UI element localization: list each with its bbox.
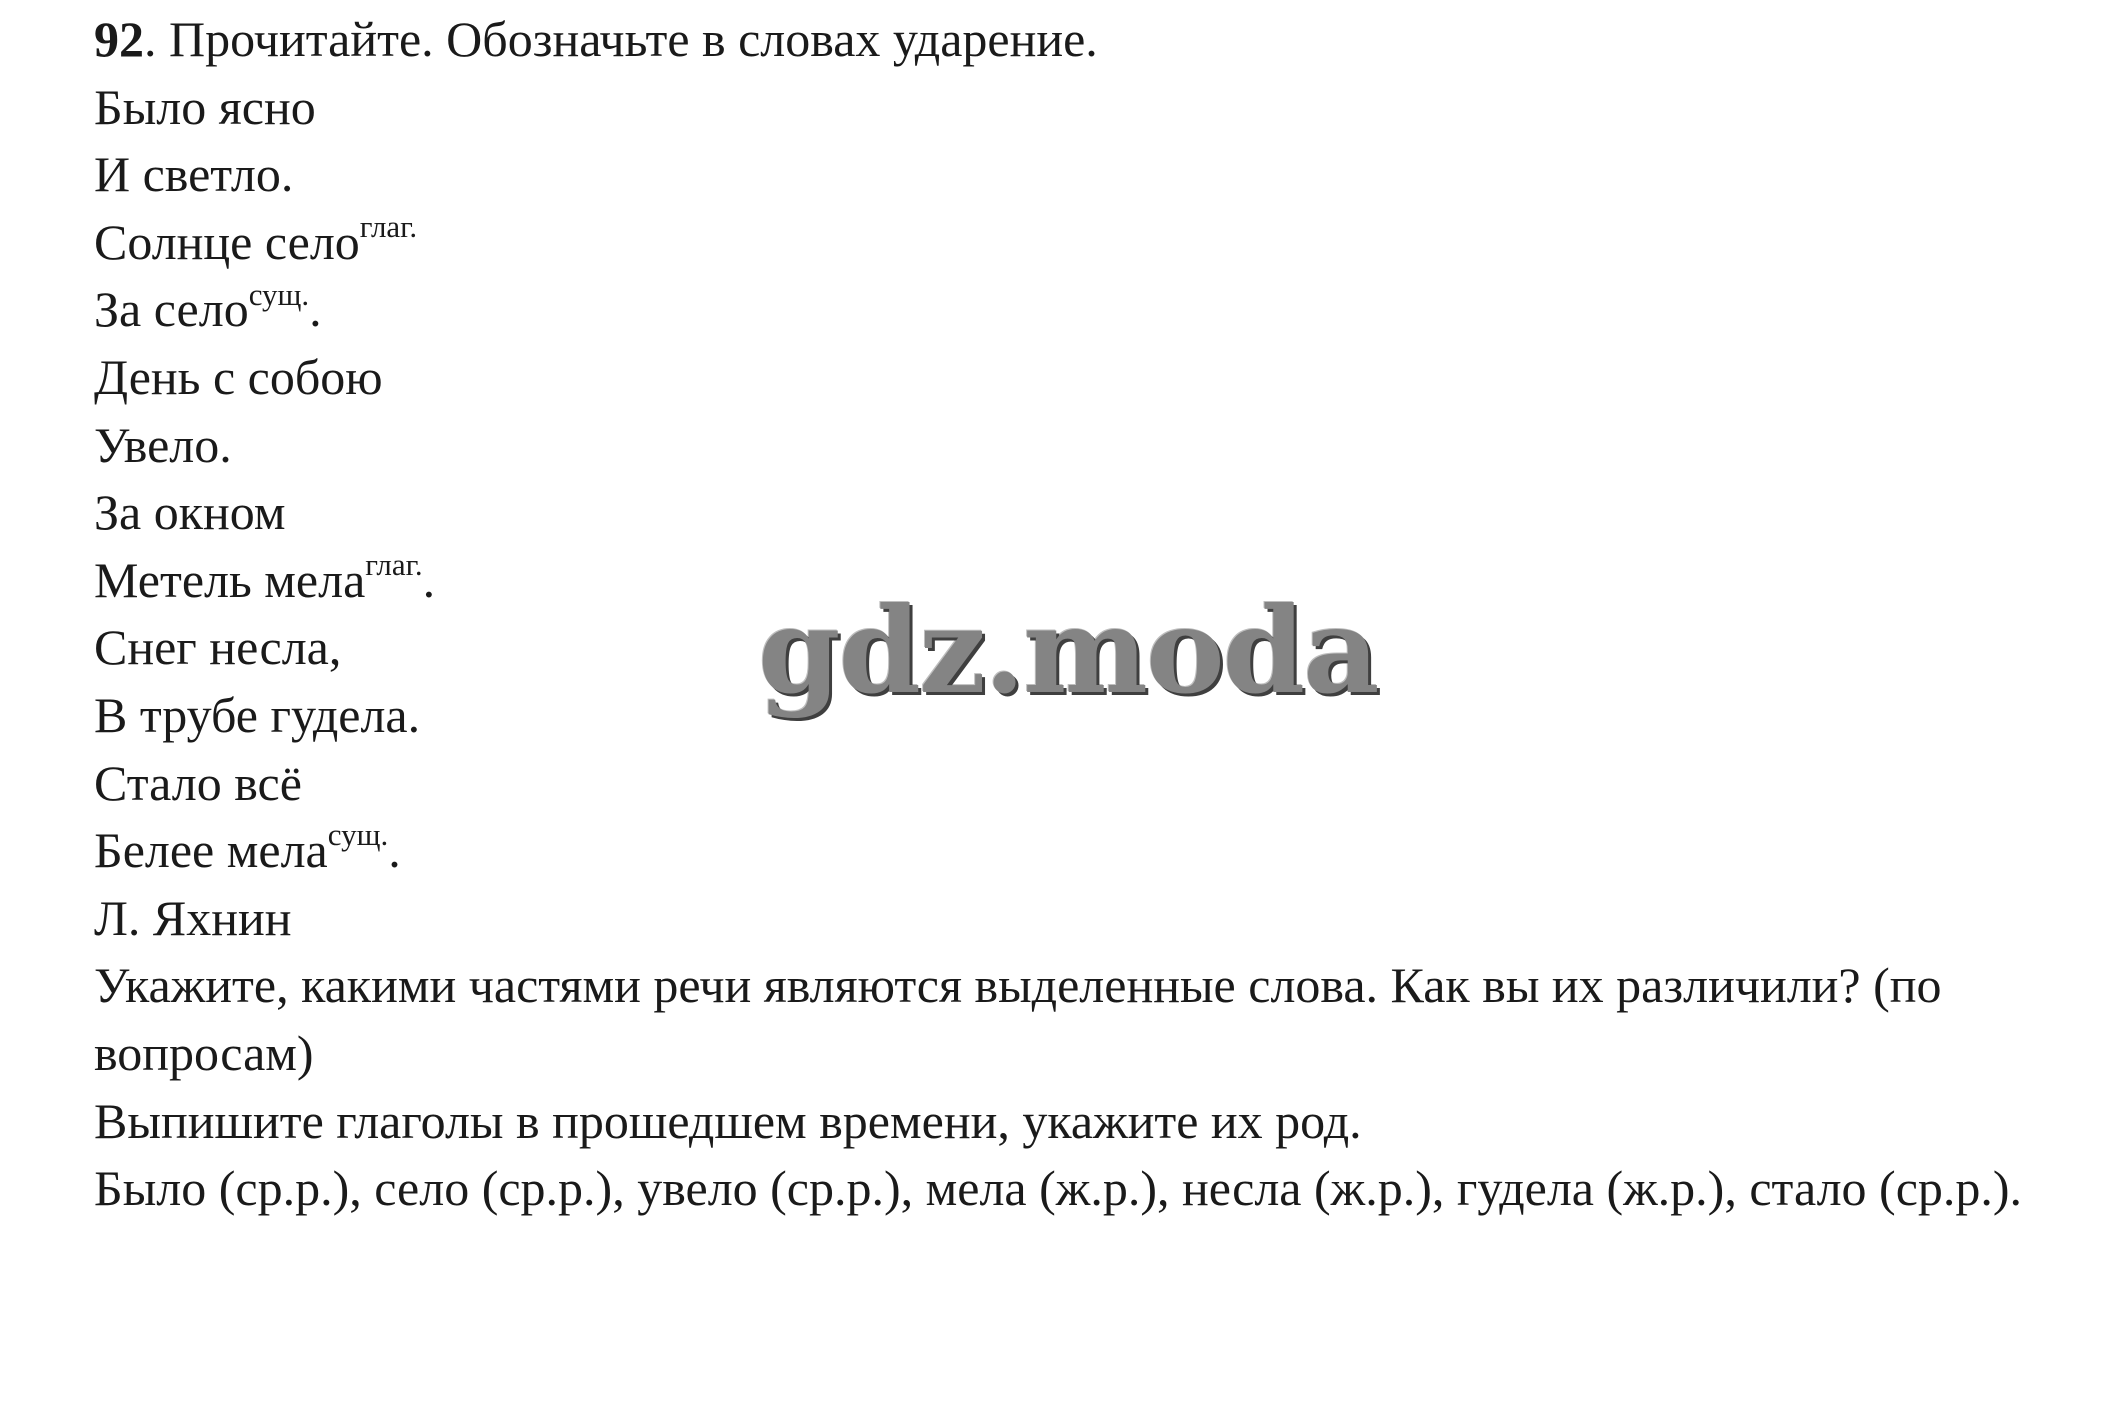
poem-line: За село$^{сущ.}$. (94, 276, 322, 338)
part-of-speech-note: глаг. (359, 209, 418, 245)
part-of-speech-note: сущ. (327, 817, 389, 853)
part-of-speech-note: глаг. (365, 547, 423, 583)
poem (94, 74, 2054, 953)
poem-line: Белее мела$^{сущ.}$. (94, 817, 401, 879)
poem-line: И светло. (94, 146, 294, 203)
poem-line: Солнце село$^{глаг.}$ (94, 209, 418, 270)
poem-line: Метель мела$^{глаг.}$. (94, 547, 436, 608)
task-instruction: . Прочитайте. Обозначьте в словах ударение. (144, 11, 1098, 67)
poem-line: День с собою (94, 348, 383, 405)
task-number: 92 (94, 11, 144, 67)
poem-line: За окном (94, 484, 286, 541)
answer-verbs: Было (ср.р.), село (ср.р.), увело (ср.р.), мела (ж.р.), несла (ж.р.), гудела (ж.р.), стало (ср.р.). (94, 1160, 2023, 1217)
question-parts-of-speech: Укажите, какими частями речи являются выделенные слова. Как вы их различили? (по вопросам) (94, 957, 1942, 1081)
poem-author: Л. Яхнин (94, 889, 292, 946)
poem-line: Увело. (94, 416, 232, 473)
task-heading (94, 6, 2054, 74)
question-verbs-task: Выпишите глаголы в прошедшем времени, укажите их род. (94, 1092, 1362, 1149)
poem-line: В трубе гудела. (94, 686, 421, 743)
watermark-logo: gdz.moda (758, 581, 1378, 720)
poem-line: Снег несла, (94, 619, 342, 676)
part-of-speech-note: сущ. (248, 276, 310, 312)
poem-line: Было ясно (94, 78, 316, 135)
poem-line: Стало всё (94, 754, 302, 811)
